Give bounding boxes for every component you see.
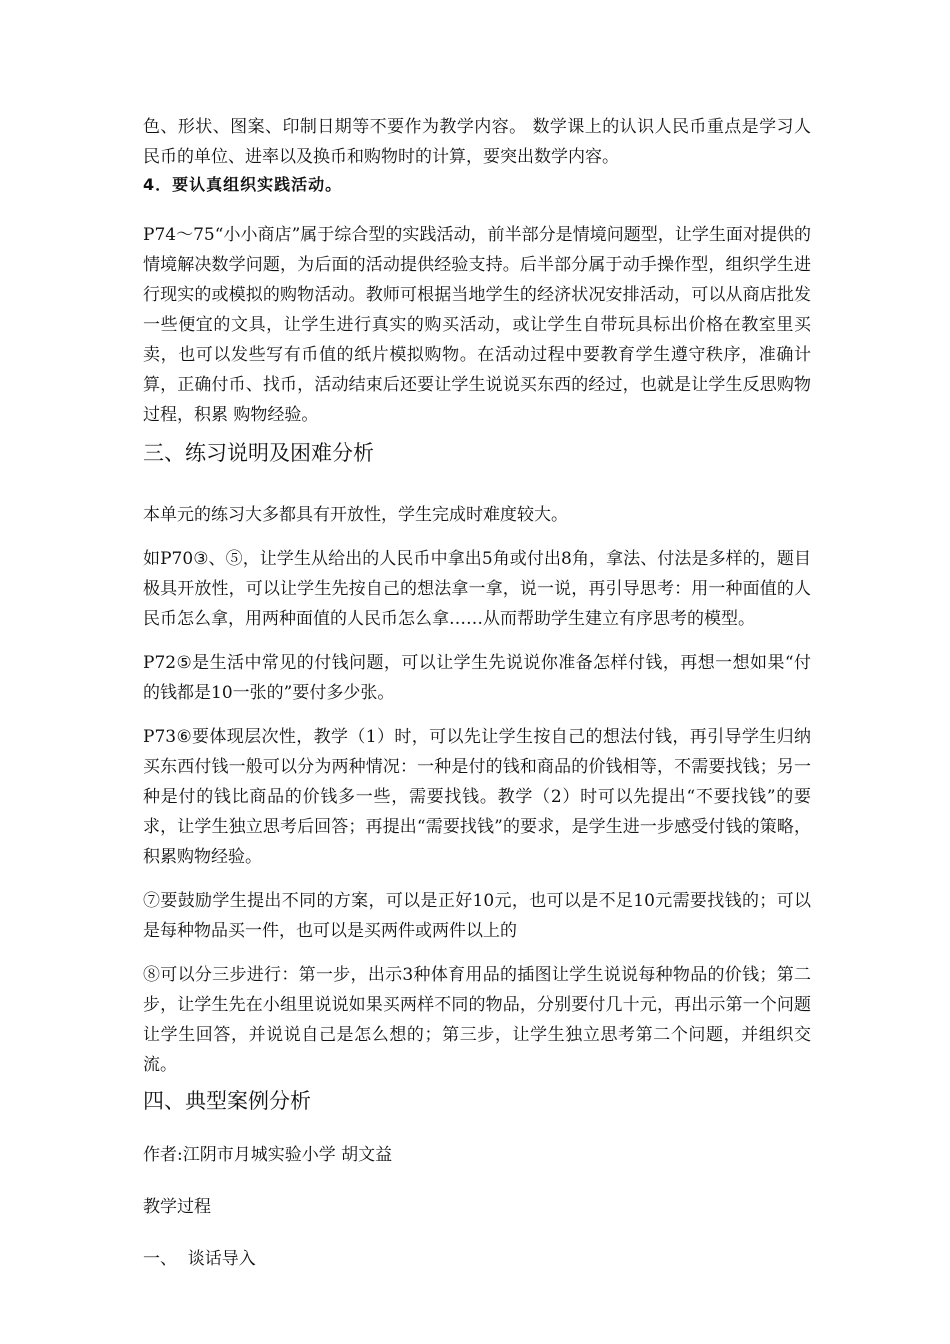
paragraph-currency-focus: 色、形状、图案、印制日期等不要作为教学内容。 数学课上的认识人民币重点是学习人民币的单位、进率以及换币和购物时的计算，要突出数学内容。 <box>143 117 811 167</box>
paragraph-p70: 如P70③、⑤，让学生从给出的人民币中拿出5角或付出8角，拿法、付法是多样的，题目极具开放性，可以让学生先按自己的想法拿一拿，说一说，再引导思考：用一种面值的人民币怎么拿，用两种面值的人民币怎么拿……从而帮助学生建立有序思考的模型。 <box>143 549 811 629</box>
item-4-title: 4．要认真组织实践活动。 <box>143 175 343 194</box>
step-1-heading: 一、 谈话导入 <box>143 1249 256 1269</box>
section-3-heading: 三、练习说明及困难分析 <box>143 441 374 465</box>
paragraph-item-8: ⑧可以分三步进行：第一步，出示3种体育用品的插图让学生说说每种物品的价钱；第二步，让学生先在小组里说说如果买两样不同的物品，分别要付几十元，再出示第一个问题让学生回答，并说说自己是怎么想的；第三步，让学生独立思考第二个问题，并组织交流。 <box>143 965 811 1075</box>
teaching-process-label: 教学过程 <box>143 1197 211 1217</box>
paragraph-small-shop: P74～75“小小商店”属于综合型的实践活动，前半部分是情境问题型，让学生面对提供的情境解决数学问题，为后面的活动提供经验支持。后半部分属于动手操作型，组织学生进行现实的或模拟的购物活动。教师可根据当地学生的经济状况安排活动，可以从商店批发一些便宜的文具，让学生进行真实的购买活动，或让学生自带玩具标出价格在教室里买卖，也可以发些写有币值的纸片模拟购物。在活动过程中要教育学生遵守秩序，准确计算，正确付币、找币，活动结束后还要让学生说说买东西的经过，也就是让学生反思购物过程，积累 购物经验。 <box>143 225 811 425</box>
paragraph-item-7: ⑦要鼓励学生提出不同的方案，可以是正好10元，也可以是不足10元需要找钱的；可以是每种物品买一件，也可以是买两件或两件以上的 <box>143 891 811 941</box>
document-page <box>143 112 811 1274</box>
section-4-heading: 四、典型案例分析 <box>143 1089 311 1113</box>
paragraph-p72: P72⑤是生活中常见的付钱问题，可以让学生先说说你准备怎样付钱，再想一想如果“付的钱都是10一张的”要付多少张。 <box>143 653 811 703</box>
paragraph-exercise-intro: 本单元的练习大多都具有开放性，学生完成时难度较大。 <box>143 505 568 525</box>
paragraph-p73: P73⑥要体现层次性，教学（1）时，可以先让学生按自己的想法付钱，再引导学生归纳买东西付钱一般可以分为两种情况：一种是付的钱和商品的价钱相等，不需要找钱；另一种是付的钱比商品的价钱多一些，需要找钱。教学（2）时可以先提出“不要找钱”的要求，让学生独立思考后回答；再提出“需要找钱”的要求，是学生进一步感受付钱的策略，积累购物经验。 <box>143 727 811 867</box>
author-line: 作者:江阴市月城实验小学 胡文益 <box>143 1145 393 1165</box>
